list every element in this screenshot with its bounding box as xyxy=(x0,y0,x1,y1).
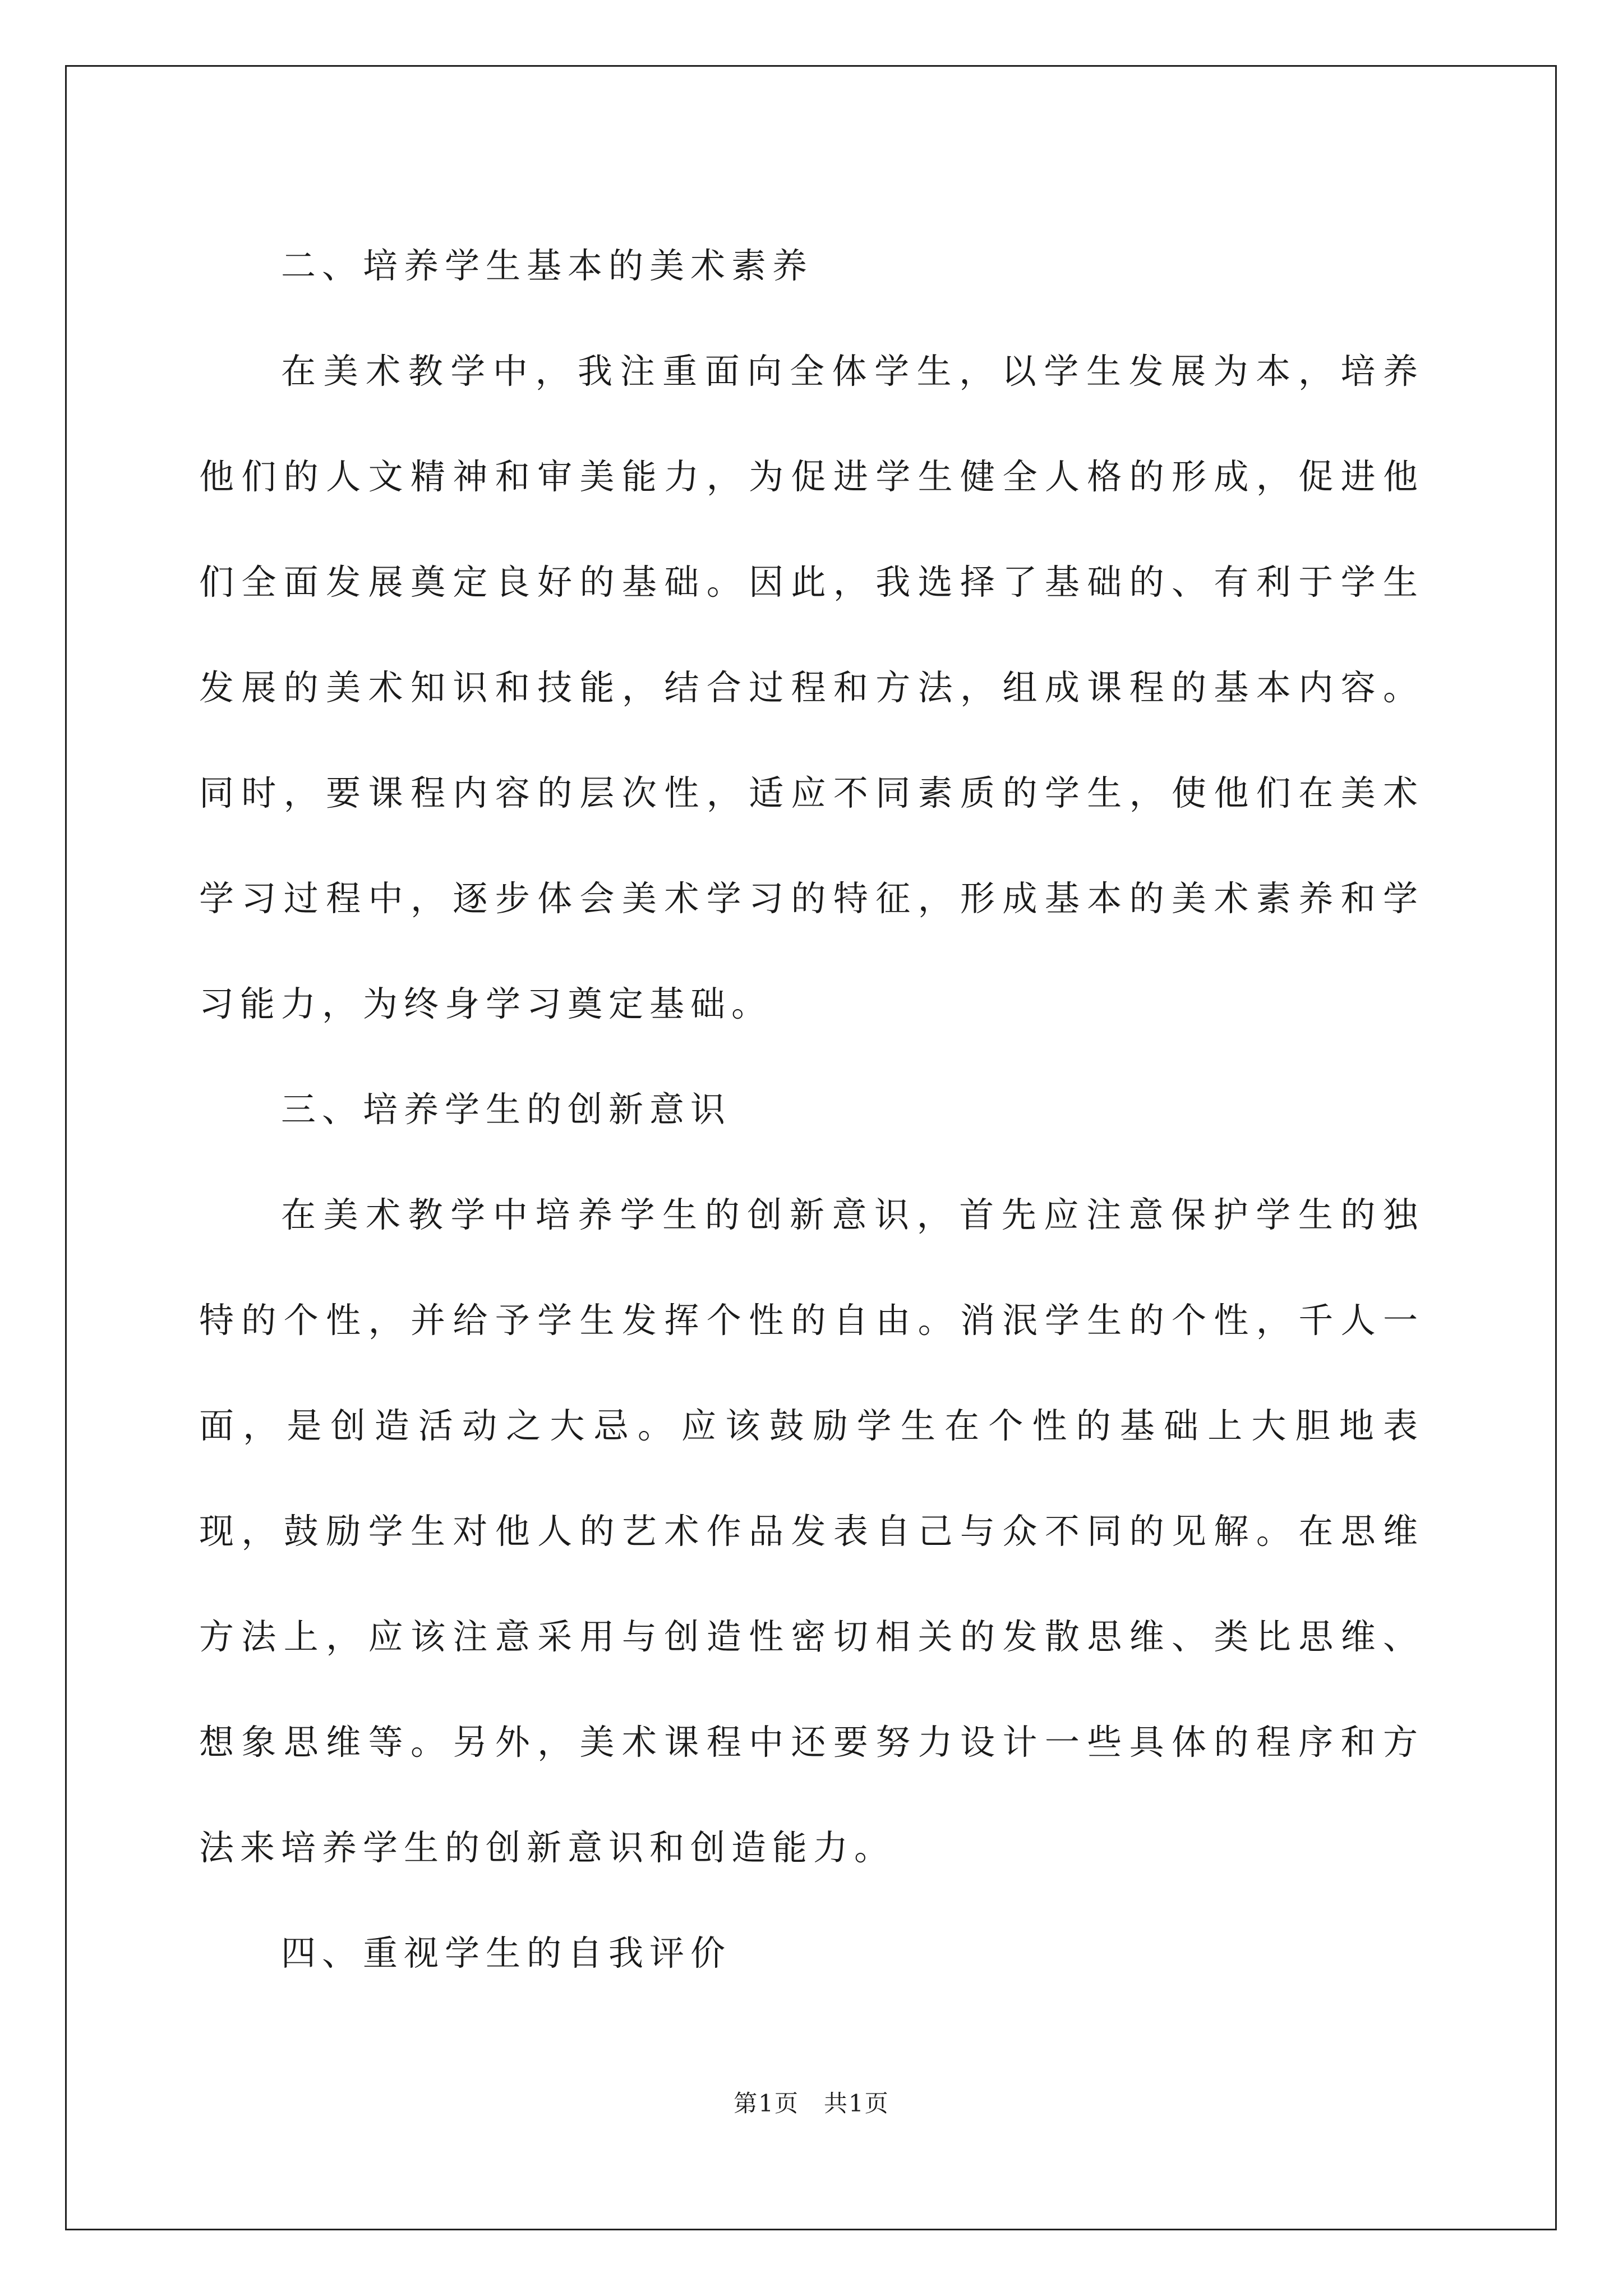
section-paragraph: 在美术教学中，我注重面向全体学生，以学生发展为本，培养他们的人文精神和审美能力，为促进学生健全人格的形成，促进他们全面发展奠定良好的基础。因此，我选择了基础的、有利于学生发展的美术知识和技能，结合过程和方法，组成课程的基本内容。同时，要课程内容的层次性，适应不同素质的学生，使他们在美术学习过程中，逐步体会美术学习的特征，形成基本的美术素养和学习能力，为终身学习奠定基础。 xyxy=(199,351,1424,1024)
page-number: 第1页 共1页 xyxy=(734,2090,889,2117)
section-heading: 三、培养学生的创新意识 xyxy=(281,1089,732,1130)
section-paragraph: 在美术教学中培养学生的创新意识，首先应注意保护学生的独特的个性，并给予学生发挥个性的自由。消泯学生的个性，千人一面，是创造活动之大忌。应该鼓励学生在个性的基础上大胆地表现，鼓励学生对他人的艺术作品发表自己与众不同的见解。在思维方法上，应该注意采用与创造性密切相关的发散思维、类比思维、想象思维等。另外，美术课程中还要努力设计一些具体的程序和方法来培养学生的创新意识和创造能力。 xyxy=(199,1194,1424,1868)
section-heading: 四、重视学生的自我评价 xyxy=(281,1932,732,1973)
section-heading: 二、培养学生基本的美术素养 xyxy=(281,245,814,286)
document-body xyxy=(199,213,1424,2006)
